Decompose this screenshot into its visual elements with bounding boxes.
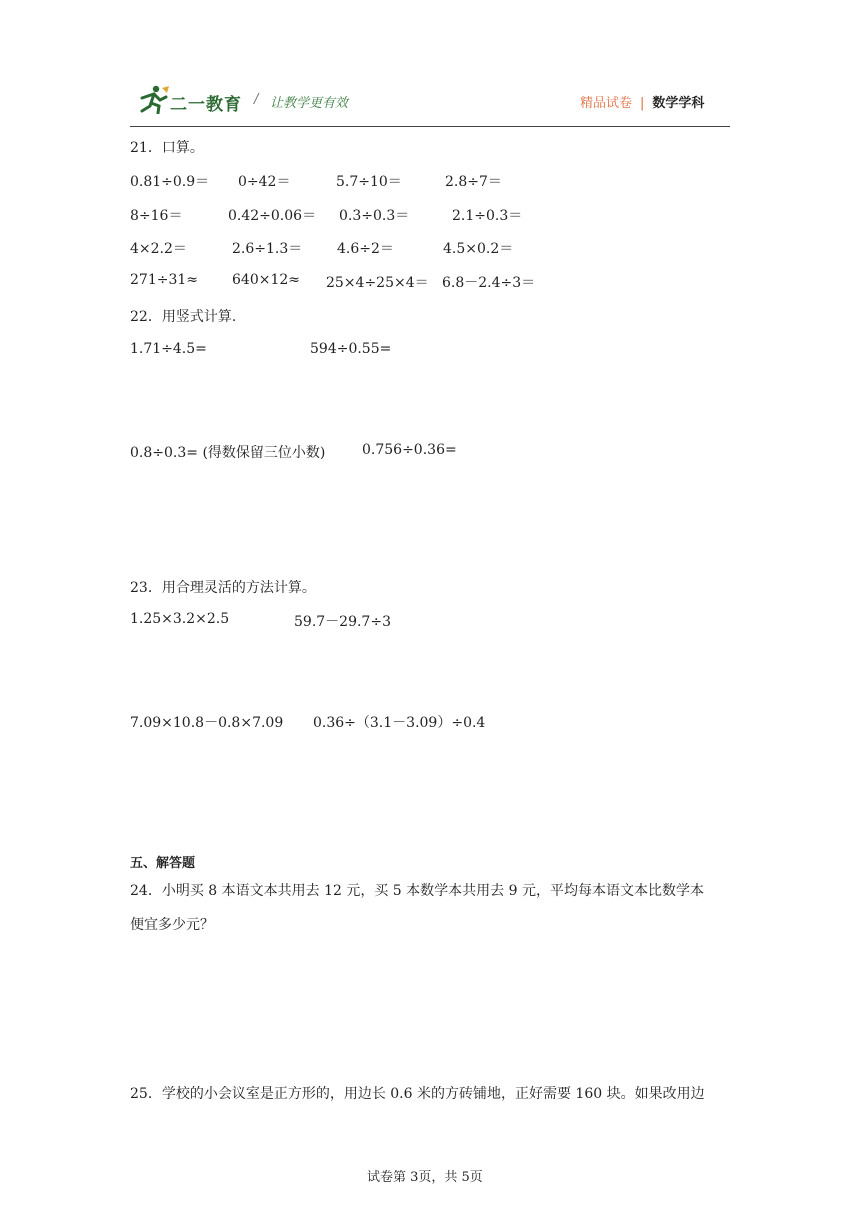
q21-item: 2.8÷7＝ bbox=[445, 174, 502, 190]
q25-line: 25．学校的小会议室是正方形的，用边长 0.6 米的方砖铺地，正好需要 160 块。如果改用边 bbox=[130, 1086, 705, 1102]
runner-logo-icon bbox=[136, 84, 170, 114]
q24-line: 便宜多少元？ bbox=[130, 917, 214, 933]
q21-item: 640×12≈ bbox=[232, 272, 300, 288]
header-slogan: 让教学更有效 bbox=[270, 96, 349, 111]
q22-title: 22．用竖式计算. bbox=[130, 309, 237, 325]
q21-item: 0.42÷0.06＝ bbox=[228, 208, 317, 224]
q21-item: 6.8－2.4÷3＝ bbox=[442, 275, 536, 291]
page-footer: 试卷第 3页，共 5页 bbox=[367, 1170, 483, 1185]
header-subject: 数学学科 bbox=[652, 96, 705, 111]
header-right bbox=[580, 92, 704, 111]
q21-item: 2.1÷0.3＝ bbox=[452, 208, 523, 224]
q22-item: 1.71÷4.5= bbox=[130, 341, 207, 357]
q21-item: 0.81÷0.9＝ bbox=[130, 174, 210, 190]
q23-item: 59.7－29.7÷3 bbox=[294, 614, 391, 630]
q22-item: 0.8÷0.3= (得数保留三位小数) bbox=[130, 445, 326, 461]
q23-title: 23．用合理灵活的方法计算。 bbox=[130, 580, 316, 596]
header-tag: 精品试卷 bbox=[580, 96, 633, 111]
q21-item: 271÷31≈ bbox=[130, 272, 198, 288]
q21-title: 21．口算。 bbox=[130, 140, 204, 156]
q24-line: 24．小明买 8 本语文本共用去 12 元，买 5 本数学本共用去 9 元，平均每本语文本比数学本 bbox=[130, 883, 704, 899]
header-divider: | bbox=[640, 96, 645, 111]
q21-item: 4×2.2＝ bbox=[130, 241, 187, 257]
q21-item: 0.3÷0.3＝ bbox=[339, 208, 410, 224]
q23-item: 0.36÷（3.1－3.09）÷0.4 bbox=[313, 715, 486, 731]
q22-item: 0.756÷0.36= bbox=[362, 442, 457, 458]
q21-item: 0÷42＝ bbox=[238, 174, 291, 190]
q21-item: 2.6÷1.3＝ bbox=[232, 241, 303, 257]
q21-item: 4.6÷2＝ bbox=[337, 241, 394, 257]
section-title: 五、解答题 bbox=[130, 856, 196, 871]
q21-item: 8÷16＝ bbox=[130, 208, 183, 224]
q21-item: 4.5×0.2＝ bbox=[443, 241, 514, 257]
header-slash: / bbox=[254, 92, 259, 107]
q21-item: 25×4÷25×4＝ bbox=[326, 275, 429, 291]
q22-item: 594÷0.55= bbox=[310, 341, 392, 357]
q21-item: 5.7÷10＝ bbox=[336, 174, 402, 190]
q23-item: 1.25×3.2×2.5 bbox=[130, 611, 230, 627]
q23-item: 7.09×10.8－0.8×7.09 bbox=[130, 715, 284, 731]
logo-text: 二一教育 bbox=[170, 95, 242, 115]
header-rule bbox=[130, 126, 730, 127]
